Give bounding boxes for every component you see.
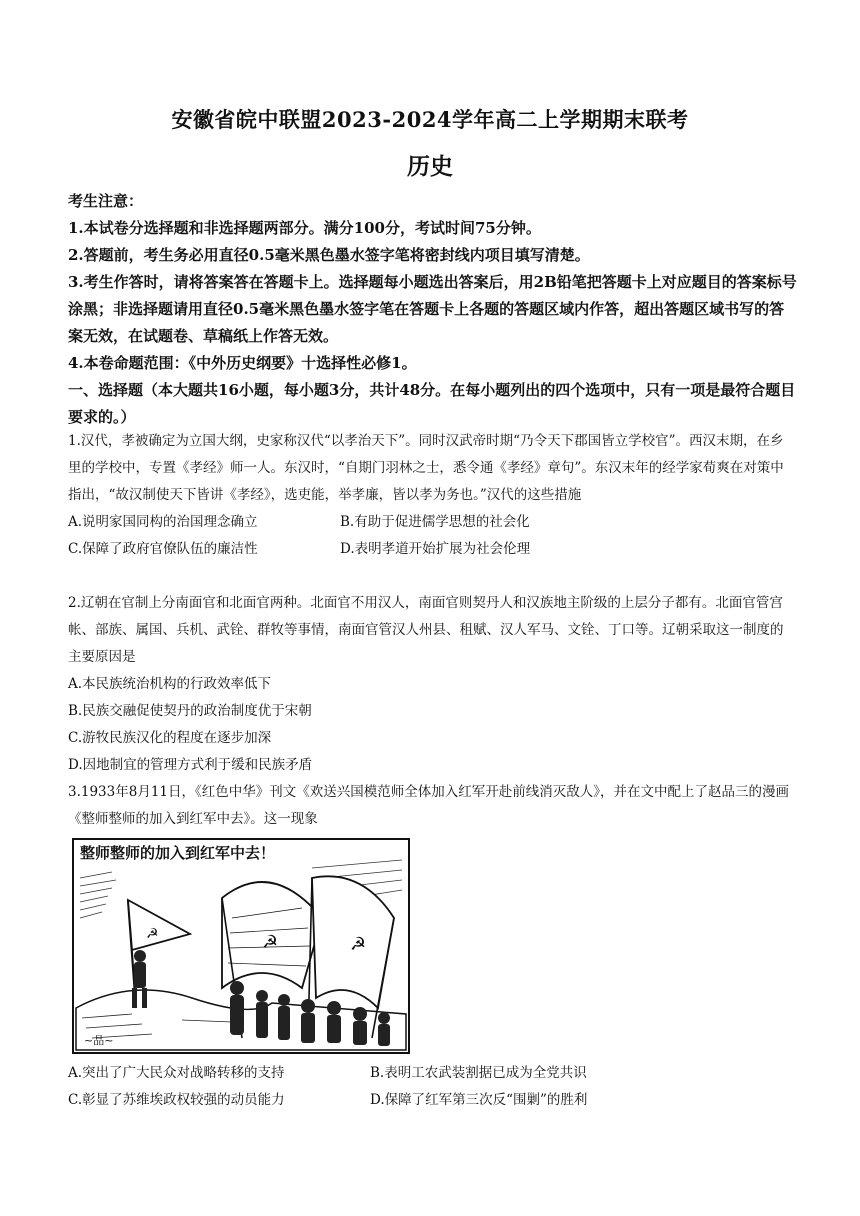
option-c: C.彰显了苏维埃政权较强的动员能力 bbox=[68, 1092, 285, 1108]
options-row bbox=[68, 1060, 796, 1087]
exam-title: 安徽省皖中联盟2023-2024学年高二上学期期末联考 bbox=[171, 107, 689, 132]
notice-item: 1.本试卷分选择题和非选择题两部分。满分100分，考试时间75分钟。 bbox=[68, 219, 541, 237]
exam-subject: 历史 bbox=[407, 153, 453, 180]
options-row bbox=[68, 1087, 796, 1114]
hammer-sickle-icon: ☭ bbox=[350, 934, 367, 955]
option-c: C.保障了政府官僚队伍的廉洁性 bbox=[68, 541, 258, 557]
notice-item: 3.考生作答时，请将答案答在答题卡上。选择题每小题选出答案后，用2B铅笔把答题卡上对应题目的答案标号涂黑；非选择题请用直径0.5毫米黑色墨水签字笔在答题卡上各题的答题区域内作答，超出答题区域书写的答案无效，在试题卷、草稿纸上作答无效。 bbox=[68, 273, 797, 345]
question-3 bbox=[68, 779, 796, 833]
cartoon-caption: 整师整师的加入到红军中去！ bbox=[80, 844, 276, 862]
option-a: A.突出了广大民众对战略转移的支持 bbox=[68, 1065, 285, 1081]
section-heading: 一、选择题（本大题共16小题，每小题3分，共计48分。在每小题列出的四个选项中，只有一项是最符合题目要求的。） bbox=[68, 381, 796, 426]
question-stem: 3.1933年8月11日，《红色中华》刊文《欢送兴国模范师全体加入红军开赴前线消灭敌人》，并在文中配上了赵品三的漫画《整师整师的加入到红军中去》。这一现象 bbox=[68, 784, 790, 827]
question-3-options bbox=[68, 1060, 796, 1114]
notice-item: 2.答题前，考生务必用直径0.5毫米黑色墨水签字笔将密封线内项目填写清楚。 bbox=[68, 246, 590, 264]
question-stem: 2.辽朝在官制上分南面官和北面官两种。北面官不用汉人，南面官则契丹人和汉族地主阶级的上层分子都有。北面官管宫帐、部族、属国、兵机、武铨、群牧等事情，南面官管汉人州县、租赋、汉人军马、文铨、丁口等。辽朝采取这一制度的主要原因是 bbox=[68, 595, 784, 665]
option-d: D.因地制宜的管理方式利于缓和民族矛盾 bbox=[68, 757, 313, 773]
artist-signature-icon: ~品~ bbox=[84, 1034, 114, 1047]
hammer-sickle-icon: ☭ bbox=[262, 932, 279, 953]
option-a: A.说明家国同构的治国理念确立 bbox=[68, 514, 258, 530]
question-1 bbox=[68, 428, 796, 563]
option-b: B.有助于促进儒学思想的社会化 bbox=[340, 514, 530, 530]
exam-notice bbox=[68, 188, 798, 431]
option-d: D.表明孝道开始扩展为社会伦理 bbox=[340, 541, 531, 557]
options-row bbox=[68, 509, 796, 536]
option-d: D.保障了红军第三次反“围剿”的胜利 bbox=[370, 1092, 588, 1108]
notice-item: 4.本卷命题范围：《中外历史纲要》十选择性必修1。 bbox=[68, 354, 417, 372]
option-c: C.游牧民族汉化的程度在逐步加深 bbox=[68, 730, 272, 746]
cartoon-illustration bbox=[72, 838, 410, 1054]
option-b: B.表明工农武装割据已成为全党共识 bbox=[370, 1065, 587, 1081]
question-stem: 1.汉代，孝被确定为立国大纲，史家称汉代“以孝治天下”。同时汉武帝时期“乃令天下郡国皆立学校官”。西汉末期，在乡里的学校中，专置《孝经》师一人。东汉时，“自期门羽林之士，悉令通《孝经》章句”。东汉末年的经学家荀爽在对策中指出，“故汉制使天下皆讲《孝经》，选吏能，举孝廉，皆以孝为务也。”汉代的这些措施 bbox=[68, 433, 784, 503]
options-row bbox=[68, 536, 796, 563]
question-2 bbox=[68, 590, 796, 779]
hammer-sickle-icon: ☭ bbox=[146, 926, 159, 942]
notice-heading: 考生注意： bbox=[68, 192, 144, 210]
option-a: A.本民族统治机构的行政效率低下 bbox=[68, 676, 272, 692]
option-b: B.民族交融促使契丹的政治制度优于宋朝 bbox=[68, 703, 312, 719]
